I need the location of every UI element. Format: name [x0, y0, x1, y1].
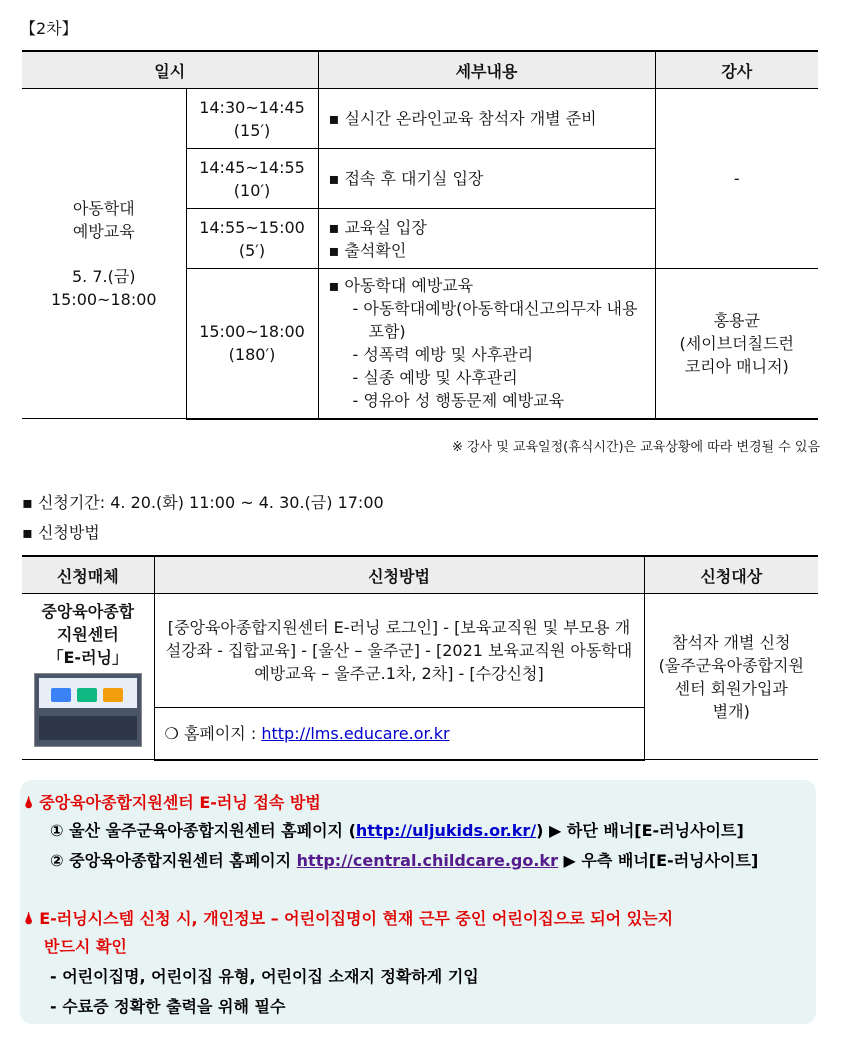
header-datetime: 일시: [22, 51, 318, 89]
detail-cell: [318, 149, 655, 209]
table-row: [22, 594, 818, 708]
bullet-item: ▪ 실시간 온라인교육 참석자 개별 준비: [328, 109, 597, 128]
schedule-note: ※ 강사 및 교육일정(휴식시간)은 교육상황에 따라 변경될 수 있음: [451, 440, 820, 455]
red-drop-icon: 🌢: [24, 909, 34, 928]
guide-warning: 🌢 E-러닝시스템 신청 시, 개인정보 – 어린이집명이 현재 근무 중인 어린이집으로 되어 있는지: [24, 909, 674, 928]
time-range: 14:55~15:00: [199, 217, 305, 237]
table-row: [22, 89, 818, 149]
guide-warning-2: 반드시 확인: [44, 937, 127, 956]
detail-cell: [318, 89, 655, 149]
time-cell: [186, 89, 318, 149]
time-range: 15:00~18:00: [199, 322, 305, 342]
media-name: 「E-러닝」: [47, 648, 128, 667]
header-method: 신청방법: [154, 556, 644, 594]
sub-item: - 아동학대예방(아동학대신고의무자 내용 포함): [352, 299, 638, 342]
instructor-org: 코리아 매니저): [684, 356, 789, 376]
time-cell: [186, 269, 318, 419]
central-childcare-link[interactable]: http://central.childcare.go.kr: [296, 851, 558, 870]
header-instructor: 강사: [655, 51, 818, 89]
bullet-item: ▪ 접속 후 대기실 입장: [328, 169, 484, 188]
instructor-cell: [655, 269, 818, 419]
program-time: 15:00~18:00: [50, 289, 157, 309]
guide-detail-2: - 수료증 정확한 출력을 위해 필수: [50, 997, 286, 1016]
guide-detail-1: - 어린이집명, 어린이집 유형, 어린이집 소재지 정확하게 기입: [50, 967, 479, 986]
header-details: 세부내용: [318, 51, 655, 89]
time-range: 14:30~14:45: [199, 97, 305, 117]
guide-step-2: ② 중앙육아종합지원센터 홈페이지 http://central.childcare.go.kr ▶ 우측 배너[E-러닝사이트]: [50, 851, 759, 870]
header-media: 신청매체: [22, 556, 154, 594]
target-text: 참석자 개별 신청: [672, 632, 791, 652]
duration: (180′): [228, 345, 276, 365]
schedule-table: [22, 50, 818, 420]
duration: (5′): [238, 240, 266, 260]
media-name: 중앙육아종합: [41, 602, 135, 621]
program-date: 5. 7.(금): [71, 266, 136, 286]
program-cell: [22, 89, 186, 419]
time-range: 14:45~14:55: [199, 157, 305, 177]
time-cell: [186, 209, 318, 269]
target-cell: [644, 594, 818, 760]
target-text: (울주군육아종합지원: [658, 655, 804, 675]
section-title: 【2차】: [20, 19, 78, 38]
header-target: 신청대상: [644, 556, 818, 594]
program-name-1: 아동학대: [72, 198, 135, 218]
application-table: [22, 555, 818, 761]
time-cell: [186, 149, 318, 209]
homepage-cell: [154, 708, 644, 760]
guide-step-1: ① 울산 울주군육아종합지원센터 홈페이지 (http://uljukids.or.kr/) ▶ 하단 배너[E-러닝사이트]: [50, 821, 744, 840]
sub-item: - 성폭력 예방 및 사후관리: [352, 345, 534, 365]
guide-box: [20, 780, 816, 1024]
duration: (15′): [233, 120, 271, 140]
target-text: 센터 회원가입과: [674, 678, 788, 698]
red-drop-icon: 🌢: [24, 793, 34, 812]
duration: (10′): [233, 180, 271, 200]
circle-bullet-icon: ❍: [164, 723, 179, 743]
instructor-name: 홍용균: [713, 310, 760, 330]
apply-method-label: ▪ 신청방법: [22, 523, 100, 542]
detail-cell: [318, 209, 655, 269]
bullet-item: ▪ 교육실 입장: [328, 217, 427, 237]
homepage-link[interactable]: http://lms.educare.or.kr: [261, 723, 450, 743]
method-text: [중앙육아종합지원센터 E-러닝 로그인] - [보육교직원 및 부모용 개설강좌 - 집합교육] - [울산 – 울주군] - [2021 보육교직원 아동학대예방교육 – 울주군.1차, 2차] - [수강신청]: [154, 594, 644, 708]
target-text: 별개): [712, 701, 750, 721]
guide-title: 🌢 중앙육아종합지원센터 E-러닝 접속 방법: [24, 793, 321, 812]
detail-cell: [318, 269, 655, 419]
elearning-screenshot-image: [34, 673, 142, 747]
apply-period: ▪ 신청기간: 4. 20.(화) 11:00 ~ 4. 30.(금) 17:00: [22, 493, 384, 512]
bullet-item: ▪ 출석확인: [328, 240, 407, 260]
instructor-org: (세이브더칠드런: [679, 333, 794, 353]
program-name-2: 예방교육: [72, 221, 135, 241]
bullet-item: ▪ 아동학대 예방교육: [328, 276, 474, 296]
uljukids-link[interactable]: http://uljukids.or.kr/: [355, 821, 537, 840]
sub-item: - 실종 예방 및 사후관리: [352, 368, 518, 388]
application-header-row: [22, 556, 818, 594]
media-name: 지원센터: [56, 625, 119, 644]
homepage-label: 홈페이지 :: [183, 723, 257, 743]
media-cell: [22, 594, 154, 760]
instructor-dash: -: [655, 89, 818, 269]
sub-item: - 영유아 성 행동문제 예방교육: [352, 391, 565, 411]
schedule-header-row: [22, 51, 818, 89]
